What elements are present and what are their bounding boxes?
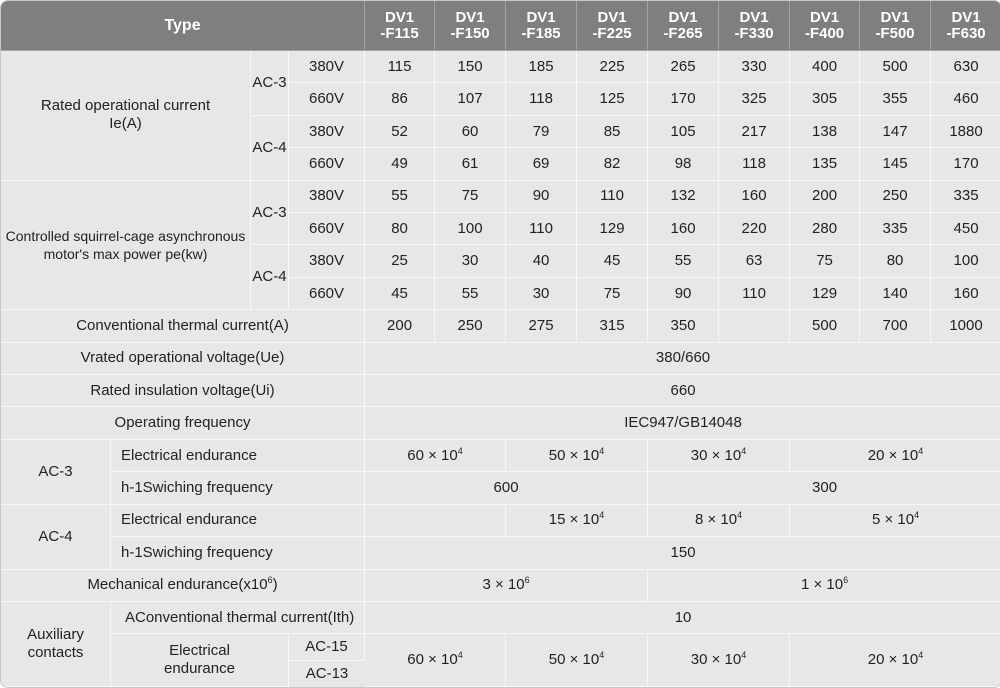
table-row xyxy=(1,51,1000,83)
value-cell: 145 xyxy=(860,148,931,180)
aux-electrical-label: Electrical endurance xyxy=(111,634,289,687)
value-cell: 300 xyxy=(648,472,1000,504)
ac3-group-label: AC-3 xyxy=(1,440,111,505)
value-cell: 30 xyxy=(435,245,506,277)
value-cell: $15 \times 10^4$ xyxy=(506,505,648,537)
table-row xyxy=(1,537,1000,569)
value-cell: 147 xyxy=(860,116,931,148)
table-row xyxy=(1,440,1000,472)
mechanical-endurance-label: Mechanical $endurance(x10^6)$ xyxy=(1,570,365,602)
aux-ac15-label: AC-15 xyxy=(289,634,365,660)
value-cell: 1000 xyxy=(931,310,1000,342)
voltage-label: 660V xyxy=(289,148,365,180)
value-cell: 350 xyxy=(648,310,719,342)
value-cell: 30 xyxy=(506,278,577,310)
value-cell: 115 xyxy=(365,51,435,83)
value-cell: 82 xyxy=(577,148,648,180)
value-cell: 25 xyxy=(365,245,435,277)
value-cell: $3 \times 10^6$ xyxy=(365,570,648,602)
model-header: DV1 -F185 xyxy=(506,1,577,51)
table-row xyxy=(1,472,1000,504)
value-cell: 630 xyxy=(931,51,1000,83)
value-cell: 80 xyxy=(365,213,435,245)
value-cell: 160 xyxy=(931,278,1000,310)
value-cell: 170 xyxy=(648,83,719,115)
value-cell: 140 xyxy=(860,278,931,310)
value-cell: 160 xyxy=(648,213,719,245)
value-cell: 315 xyxy=(577,310,648,342)
model-header: DV1 -F330 xyxy=(719,1,790,51)
value-cell: 135 xyxy=(790,148,860,180)
value-cell: 200 xyxy=(365,310,435,342)
value-cell: 305 xyxy=(790,83,860,115)
value-cell: 10 xyxy=(365,602,1000,634)
voltage-label: 660V xyxy=(289,213,365,245)
operational-voltage-value: 380/660 xyxy=(365,343,1000,375)
ac3-switching-label: h-1Swiching frequency xyxy=(111,472,365,504)
model-header: DV1 -F400 xyxy=(790,1,860,51)
table-row xyxy=(1,634,1000,660)
value-cell: $60 \times 10^4$ xyxy=(365,634,506,687)
value-cell: 280 xyxy=(790,213,860,245)
table-row xyxy=(1,181,1000,213)
value-cell: 400 xyxy=(790,51,860,83)
voltage-label: 380V xyxy=(289,116,365,148)
value-cell: 217 xyxy=(719,116,790,148)
type-header: Type xyxy=(1,1,365,51)
value-cell: 185 xyxy=(506,51,577,83)
value-cell: 500 xyxy=(860,51,931,83)
value-cell: 220 xyxy=(719,213,790,245)
auxiliary-contacts-label: Auxiliary contacts xyxy=(1,602,111,687)
motor-power-label: Controlled squirrel-cage asynchronous motor's max power pe(kw) xyxy=(1,181,251,311)
rated-current-label: Rated operational current Ie(A) xyxy=(1,51,251,181)
table-row xyxy=(1,570,1000,602)
voltage-label: 380V xyxy=(289,245,365,277)
operating-frequency-value: IEC947/GB14048 xyxy=(365,407,1000,439)
value-cell: 80 xyxy=(860,245,931,277)
rated-current-ac4: AC-4 xyxy=(251,116,289,181)
aux-ac13-label: AC-13 xyxy=(305,664,349,682)
value-cell: 225 xyxy=(577,51,648,83)
value-cell: 69 xyxy=(506,148,577,180)
model-header: DV1 -F630 xyxy=(931,1,1000,51)
model-header: DV1 -F265 xyxy=(648,1,719,51)
value-cell: 129 xyxy=(577,213,648,245)
value-cell: 325 xyxy=(719,83,790,115)
value-cell: 265 xyxy=(648,51,719,83)
rated-current-ac3: AC-3 xyxy=(251,51,289,116)
table-row xyxy=(1,602,1000,634)
value-cell: 55 xyxy=(435,278,506,310)
value-cell: 110 xyxy=(719,278,790,310)
value-cell: $30 \times 10^4$ xyxy=(648,634,790,687)
value-cell: 107 xyxy=(435,83,506,115)
voltage-label: 380V xyxy=(289,51,365,83)
voltage-label: 380V xyxy=(289,181,365,213)
value-cell: 45 xyxy=(365,278,435,310)
value-cell: 129 xyxy=(790,278,860,310)
value-cell: 79 xyxy=(506,116,577,148)
value-cell: 200 xyxy=(790,181,860,213)
value-cell: 500 xyxy=(790,310,860,342)
value-cell: 61 xyxy=(435,148,506,180)
value-cell: $60 \times 10^4$ xyxy=(365,440,506,472)
value-cell: 330 xyxy=(719,51,790,83)
value-cell: 450 xyxy=(931,213,1000,245)
header-row xyxy=(1,1,1000,51)
value-cell: $5 \times 10^4$ xyxy=(790,505,1000,537)
value-cell: 110 xyxy=(577,181,648,213)
table-row xyxy=(1,343,1000,375)
value-cell: $20 \times 10^4$ xyxy=(790,634,1000,687)
voltage-label: 660V xyxy=(289,83,365,115)
insulation-voltage-label: Rated insulation voltage(Ui) xyxy=(1,375,365,407)
value-cell: 90 xyxy=(648,278,719,310)
motor-power-ac3: AC-3 xyxy=(251,181,289,246)
value-cell: $20 \times 10^4$ xyxy=(790,440,1000,472)
value-cell: 49 xyxy=(365,148,435,180)
value-cell: $1 \times 10^6$ xyxy=(648,570,1000,602)
value-cell: 250 xyxy=(435,310,506,342)
value-cell: 335 xyxy=(931,181,1000,213)
value-cell: 75 xyxy=(435,181,506,213)
value-cell: 250 xyxy=(860,181,931,213)
value-cell: 55 xyxy=(648,245,719,277)
value-cell: 275 xyxy=(506,310,577,342)
value-cell-empty xyxy=(365,505,506,537)
table-row xyxy=(1,407,1000,439)
model-header: DV1 -F150 xyxy=(435,1,506,51)
ac4-switching-label: h-1Swiching frequency xyxy=(111,537,365,569)
value-cell: 160 xyxy=(719,181,790,213)
value-cell: 75 xyxy=(790,245,860,277)
operational-voltage-label: Vrated operational voltage(Ue) xyxy=(1,343,365,375)
value-cell: 170 xyxy=(931,148,1000,180)
value-cell: 335 xyxy=(860,213,931,245)
value-cell: 75 xyxy=(577,278,648,310)
ac4-group-label: AC-4 xyxy=(1,505,111,570)
value-cell: $30 \times 10^4$ xyxy=(648,440,790,472)
value-cell: 110 xyxy=(506,213,577,245)
model-header: DV1 -F500 xyxy=(860,1,931,51)
value-cell: $50 \times 10^4$ xyxy=(506,634,648,687)
value-cell: 132 xyxy=(648,181,719,213)
value-cell: 150 xyxy=(435,51,506,83)
value-cell: 105 xyxy=(648,116,719,148)
ac4-electrical-label: Electrical endurance xyxy=(111,505,365,537)
value-cell: 118 xyxy=(719,148,790,180)
table-row xyxy=(1,375,1000,407)
value-cell: 52 xyxy=(365,116,435,148)
value-cell: 100 xyxy=(931,245,1000,277)
value-cell: 98 xyxy=(648,148,719,180)
voltage-label: 660V xyxy=(289,278,365,310)
table-row xyxy=(1,505,1000,537)
value-cell: 40 xyxy=(506,245,577,277)
thermal-current-label: Conventional thermal current(A) xyxy=(1,310,365,342)
value-cell: 138 xyxy=(790,116,860,148)
model-header: DV1 -F115 xyxy=(365,1,435,51)
value-cell: 125 xyxy=(577,83,648,115)
value-cell: 86 xyxy=(365,83,435,115)
table-row xyxy=(1,310,1000,342)
value-cell: $8 \times 10^4$ xyxy=(648,505,790,537)
motor-power-ac4: AC-4 xyxy=(251,245,289,310)
value-cell: 100 xyxy=(435,213,506,245)
value-cell: 600 xyxy=(365,472,648,504)
value-cell: 85 xyxy=(577,116,648,148)
value-cell: 355 xyxy=(860,83,931,115)
value-cell: 700 xyxy=(860,310,931,342)
value-cell: 63 xyxy=(719,245,790,277)
value-cell xyxy=(719,310,790,342)
ac3-electrical-label: Electrical endurance xyxy=(111,440,365,472)
model-header: DV1 -F225 xyxy=(577,1,648,51)
value-cell: 460 xyxy=(931,83,1000,115)
value-cell: 45 xyxy=(577,245,648,277)
value-cell: $50 \times 10^4$ xyxy=(506,440,648,472)
value-cell: 118 xyxy=(506,83,577,115)
value-cell: 90 xyxy=(506,181,577,213)
value-cell: 60 xyxy=(435,116,506,148)
operating-frequency-label: Operating frequency xyxy=(1,407,365,439)
value-cell: 55 xyxy=(365,181,435,213)
aux-thermal-label: AConventional thermal current(Ith) xyxy=(111,602,365,634)
insulation-voltage-value: 660 xyxy=(365,375,1000,407)
value-cell: 150 xyxy=(365,537,1000,569)
value-cell: 1880 xyxy=(931,116,1000,148)
